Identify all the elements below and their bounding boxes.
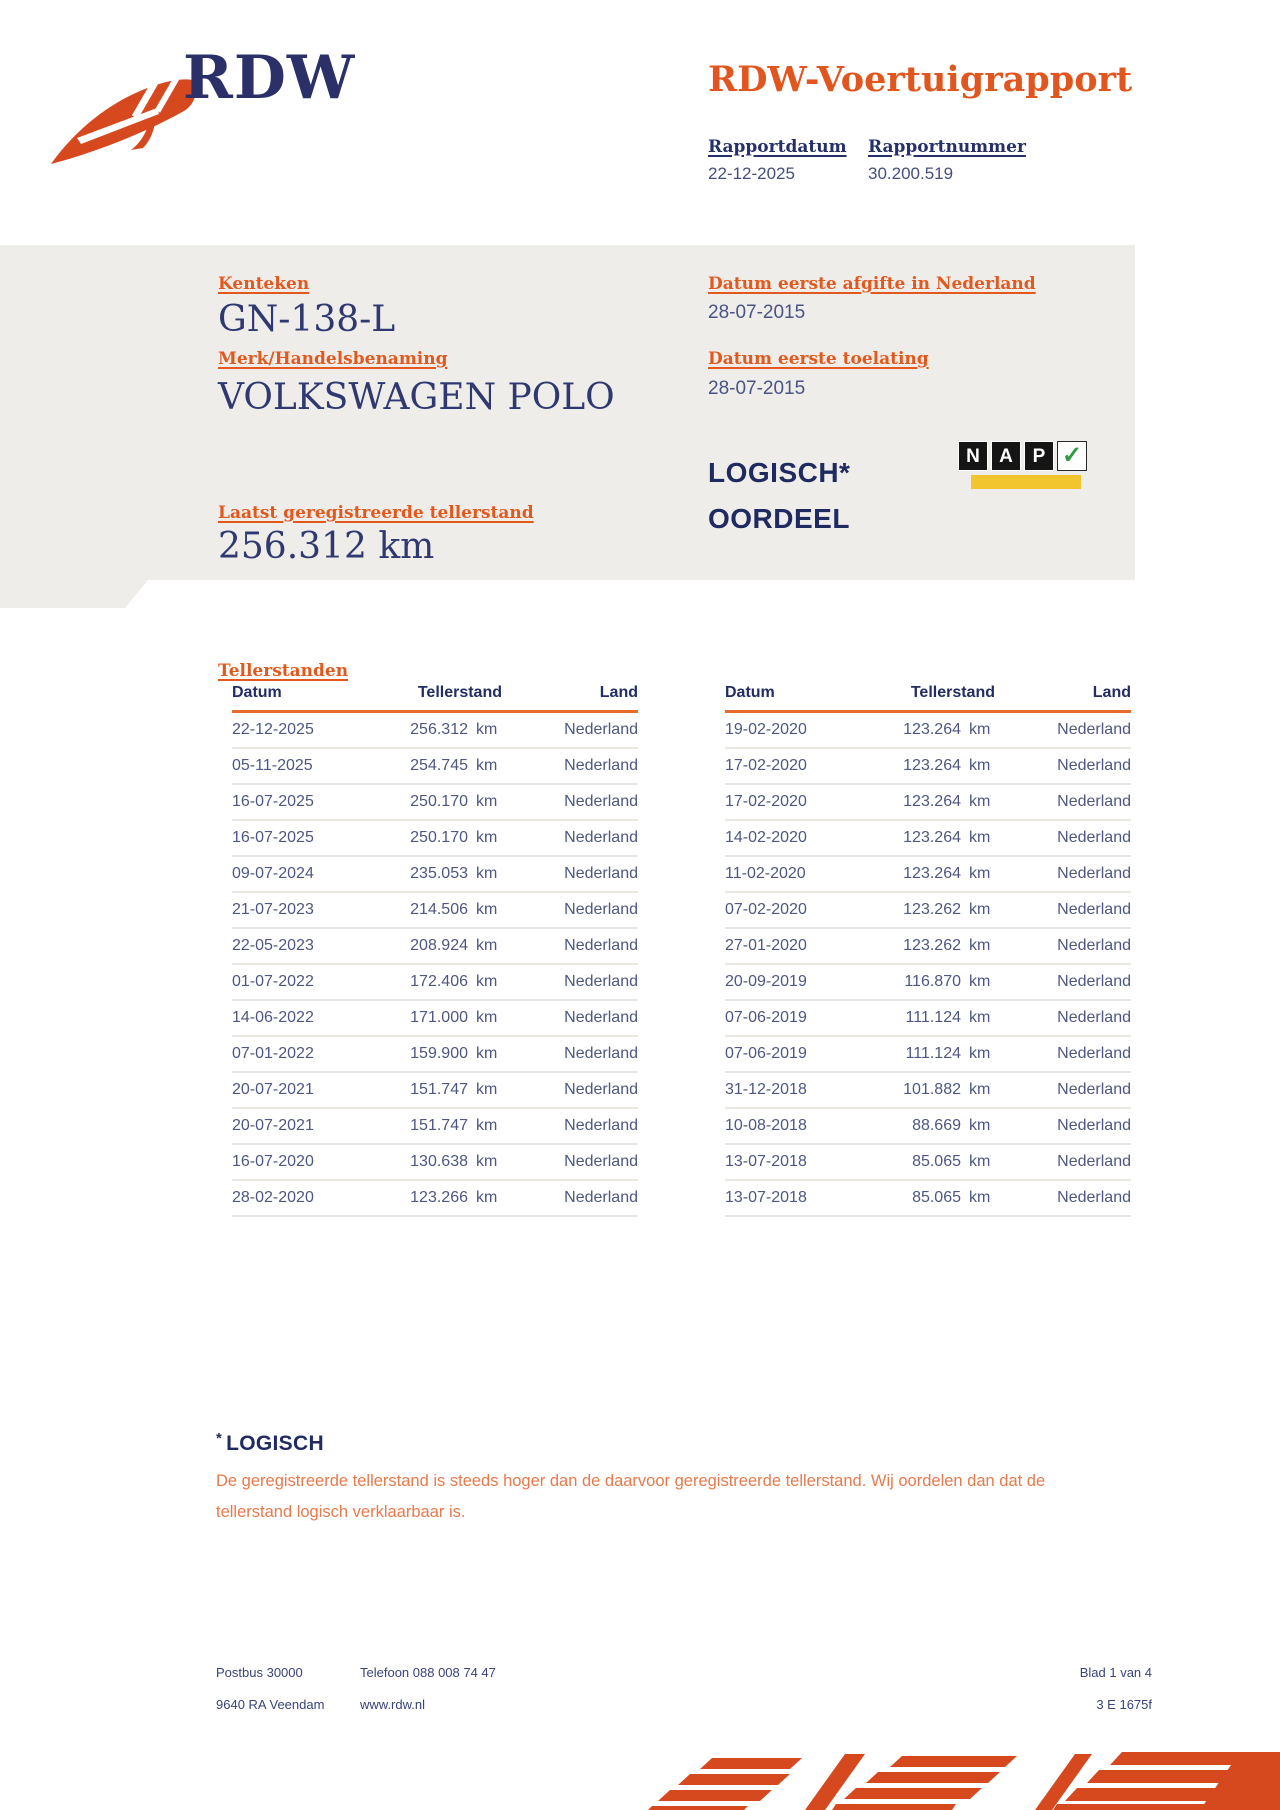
cell-land: Nederland bbox=[995, 892, 1131, 928]
cell-tellerstand: 159.900 km bbox=[382, 1036, 502, 1072]
cell-tellerstand: 151.747 km bbox=[382, 1108, 502, 1144]
footer-contact bbox=[360, 1657, 496, 1721]
merk-label: Merk/Handelsbenaming bbox=[218, 349, 448, 369]
footer-postbus: Postbus 30000 bbox=[216, 1665, 303, 1680]
column-header-datum: Datum bbox=[725, 684, 875, 712]
cell-land: Nederland bbox=[502, 928, 638, 964]
table-row bbox=[725, 820, 1131, 856]
cell-tellerstand: 85.065 km bbox=[875, 1180, 995, 1216]
table-row bbox=[725, 784, 1131, 820]
cell-tellerstand: 123.264 km bbox=[875, 712, 995, 749]
cell-land: Nederland bbox=[995, 964, 1131, 1000]
cell-datum: 05-11-2025 bbox=[232, 748, 382, 784]
table-row bbox=[232, 964, 638, 1000]
report-date-value: 22-12-2025 bbox=[708, 164, 795, 183]
cell-tellerstand: 214.506 km bbox=[382, 892, 502, 928]
cell-datum: 20-07-2021 bbox=[232, 1072, 382, 1108]
cell-datum: 10-08-2018 bbox=[725, 1108, 875, 1144]
cell-land: Nederland bbox=[995, 748, 1131, 784]
cell-datum: 07-06-2019 bbox=[725, 1036, 875, 1072]
rdw-feather-icon bbox=[47, 72, 197, 167]
cell-land: Nederland bbox=[995, 1000, 1131, 1036]
nap-letter-p: P bbox=[1024, 441, 1054, 471]
column-header-land: Land bbox=[502, 684, 638, 712]
cell-datum: 17-02-2020 bbox=[725, 784, 875, 820]
cell-tellerstand: 123.264 km bbox=[875, 856, 995, 892]
cell-datum: 20-09-2019 bbox=[725, 964, 875, 1000]
cell-land: Nederland bbox=[502, 1144, 638, 1180]
cell-tellerstand: 111.124 km bbox=[875, 1000, 995, 1036]
table-row bbox=[232, 820, 638, 856]
cell-datum: 31-12-2018 bbox=[725, 1072, 875, 1108]
nap-letter-a: A bbox=[991, 441, 1021, 471]
cell-tellerstand: 111.124 km bbox=[875, 1036, 995, 1072]
table-row bbox=[725, 964, 1131, 1000]
cell-land: Nederland bbox=[502, 1072, 638, 1108]
cell-tellerstand: 172.406 km bbox=[382, 964, 502, 1000]
table-row bbox=[232, 928, 638, 964]
cell-tellerstand: 208.924 km bbox=[382, 928, 502, 964]
report-number-label: Rapportnummer bbox=[868, 137, 1026, 157]
cell-datum: 22-12-2025 bbox=[232, 712, 382, 749]
cell-land: Nederland bbox=[995, 784, 1131, 820]
cell-land: Nederland bbox=[502, 820, 638, 856]
cell-tellerstand: 123.266 km bbox=[382, 1180, 502, 1216]
table-row bbox=[725, 928, 1131, 964]
cell-tellerstand: 151.747 km bbox=[382, 1072, 502, 1108]
cell-land: Nederland bbox=[502, 784, 638, 820]
table-row bbox=[232, 1180, 638, 1216]
cell-land: Nederland bbox=[995, 1180, 1131, 1216]
oordeel-line2: OORDEEL bbox=[708, 503, 850, 534]
cell-datum: 27-01-2020 bbox=[725, 928, 875, 964]
cell-land: Nederland bbox=[502, 1180, 638, 1216]
table-row bbox=[725, 712, 1131, 749]
cell-land: Nederland bbox=[502, 1000, 638, 1036]
table-row bbox=[232, 1072, 638, 1108]
cell-datum: 11-02-2020 bbox=[725, 856, 875, 892]
tellerstanden-table-right bbox=[725, 684, 1131, 1217]
column-header-tellerstand: Tellerstand bbox=[382, 684, 502, 712]
afgifte-label: Datum eerste afgifte in Nederland bbox=[708, 274, 1036, 294]
table-row bbox=[725, 856, 1131, 892]
cell-land: Nederland bbox=[995, 856, 1131, 892]
table-header-row bbox=[232, 684, 638, 712]
table-row bbox=[232, 1144, 638, 1180]
cell-land: Nederland bbox=[995, 1144, 1131, 1180]
cell-tellerstand: 123.264 km bbox=[875, 784, 995, 820]
cell-tellerstand: 256.312 km bbox=[382, 712, 502, 749]
merk-value: VOLKSWAGEN POLO bbox=[218, 377, 615, 418]
cell-tellerstand: 171.000 km bbox=[382, 1000, 502, 1036]
cell-land: Nederland bbox=[502, 748, 638, 784]
nap-logo bbox=[958, 441, 1094, 491]
cell-land: Nederland bbox=[995, 712, 1131, 749]
footer-website: www.rdw.nl bbox=[360, 1697, 426, 1712]
cell-tellerstand: 88.669 km bbox=[875, 1108, 995, 1144]
cell-land: Nederland bbox=[995, 1108, 1131, 1144]
table-row bbox=[232, 856, 638, 892]
table-row bbox=[232, 784, 638, 820]
table-row bbox=[725, 1180, 1131, 1216]
table-row bbox=[232, 1036, 638, 1072]
footer-form-code: 3 E 1675f bbox=[1096, 1697, 1152, 1712]
cell-land: Nederland bbox=[995, 820, 1131, 856]
table-row bbox=[725, 1144, 1131, 1180]
oordeel-line1: LOGISCH* bbox=[708, 457, 851, 488]
cell-tellerstand: 130.638 km bbox=[382, 1144, 502, 1180]
cell-datum: 16-07-2025 bbox=[232, 784, 382, 820]
cell-land: Nederland bbox=[502, 856, 638, 892]
cell-datum: 14-06-2022 bbox=[232, 1000, 382, 1036]
footer-city: 9640 RA Veendam bbox=[216, 1697, 325, 1712]
footer-address bbox=[216, 1657, 324, 1721]
cell-datum: 19-02-2020 bbox=[725, 712, 875, 749]
cell-land: Nederland bbox=[995, 1036, 1131, 1072]
cell-datum: 09-07-2024 bbox=[232, 856, 382, 892]
column-header-land: Land bbox=[995, 684, 1131, 712]
table-row bbox=[232, 712, 638, 749]
cell-tellerstand: 235.053 km bbox=[382, 856, 502, 892]
nap-yellow-bar bbox=[971, 475, 1081, 489]
cell-land: Nederland bbox=[502, 712, 638, 749]
cell-land: Nederland bbox=[502, 1108, 638, 1144]
footer-page-number: Blad 1 van 4 bbox=[1079, 1665, 1152, 1680]
cell-tellerstand: 85.065 km bbox=[875, 1144, 995, 1180]
cell-datum: 21-07-2023 bbox=[232, 892, 382, 928]
cell-datum: 16-07-2020 bbox=[232, 1144, 382, 1180]
footer-page-info bbox=[952, 1657, 1152, 1721]
logisch-heading: * LOGISCH bbox=[216, 1430, 324, 1455]
cell-tellerstand: 254.745 km bbox=[382, 748, 502, 784]
table-row bbox=[725, 1000, 1131, 1036]
page-title: RDW-Voertuigrapport bbox=[708, 59, 1133, 100]
cell-datum: 22-05-2023 bbox=[232, 928, 382, 964]
oordeel-text bbox=[708, 450, 850, 542]
cell-datum: 01-07-2022 bbox=[232, 964, 382, 1000]
cell-land: Nederland bbox=[502, 1036, 638, 1072]
table-row bbox=[232, 748, 638, 784]
toelating-label: Datum eerste toelating bbox=[708, 349, 929, 369]
report-date-label: Rapportdatum bbox=[708, 137, 847, 157]
cell-datum: 07-02-2020 bbox=[725, 892, 875, 928]
report-number-value: 30.200.519 bbox=[868, 164, 954, 183]
kenteken-value: GN-138-L bbox=[218, 299, 396, 340]
logisch-explanation: De geregistreerde tellerstand is steeds hoger dan de daarvoor geregistreerde tellerstand. Wij oordelen dan dat de tellerstand logisch verklaarbaar is. bbox=[216, 1472, 1046, 1521]
tellerstanden-table-left bbox=[232, 684, 638, 1217]
table-row bbox=[725, 1036, 1131, 1072]
asterisk: * bbox=[216, 1430, 223, 1447]
cell-datum: 13-07-2018 bbox=[725, 1180, 875, 1216]
bottom-feather-graphic bbox=[640, 1752, 1280, 1810]
table-row bbox=[725, 1072, 1131, 1108]
rdw-logo-text: RDW bbox=[183, 43, 356, 113]
laatste-tellerstand-label: Laatst geregistreerde tellerstand bbox=[218, 503, 534, 523]
cell-tellerstand: 123.264 km bbox=[875, 820, 995, 856]
afgifte-value: 28-07-2015 bbox=[708, 302, 806, 323]
cell-land: Nederland bbox=[995, 1072, 1131, 1108]
footer-phone: Telefoon 088 008 74 47 bbox=[360, 1665, 496, 1680]
tellerstanden-section-title: Tellerstanden bbox=[218, 661, 349, 681]
toelating-value: 28-07-2015 bbox=[708, 378, 806, 399]
column-header-tellerstand: Tellerstand bbox=[875, 684, 995, 712]
cell-tellerstand: 250.170 km bbox=[382, 820, 502, 856]
cell-tellerstand: 250.170 km bbox=[382, 784, 502, 820]
table-row bbox=[232, 1108, 638, 1144]
table-row bbox=[725, 748, 1131, 784]
nap-check-icon: ✓ bbox=[1057, 441, 1087, 471]
cell-land: Nederland bbox=[502, 964, 638, 1000]
gray-band bbox=[0, 245, 1135, 608]
cell-datum: 13-07-2018 bbox=[725, 1144, 875, 1180]
nap-letter-n: N bbox=[958, 441, 988, 471]
cell-tellerstand: 101.882 km bbox=[875, 1072, 995, 1108]
kenteken-label: Kenteken bbox=[218, 274, 310, 294]
cell-tellerstand: 123.262 km bbox=[875, 928, 995, 964]
column-header-datum: Datum bbox=[232, 684, 382, 712]
cell-land: Nederland bbox=[502, 892, 638, 928]
cell-tellerstand: 123.264 km bbox=[875, 748, 995, 784]
laatste-tellerstand-value: 256.312 km bbox=[218, 526, 435, 567]
table-header-row bbox=[725, 684, 1131, 712]
table-row bbox=[725, 1108, 1131, 1144]
cell-datum: 07-01-2022 bbox=[232, 1036, 382, 1072]
cell-datum: 07-06-2019 bbox=[725, 1000, 875, 1036]
table-row bbox=[725, 892, 1131, 928]
cell-tellerstand: 116.870 km bbox=[875, 964, 995, 1000]
cell-datum: 20-07-2021 bbox=[232, 1108, 382, 1144]
cell-datum: 28-02-2020 bbox=[232, 1180, 382, 1216]
cell-datum: 14-02-2020 bbox=[725, 820, 875, 856]
cell-land: Nederland bbox=[995, 928, 1131, 964]
cell-datum: 17-02-2020 bbox=[725, 748, 875, 784]
cell-datum: 16-07-2025 bbox=[232, 820, 382, 856]
table-row bbox=[232, 1000, 638, 1036]
cell-tellerstand: 123.262 km bbox=[875, 892, 995, 928]
table-row bbox=[232, 892, 638, 928]
